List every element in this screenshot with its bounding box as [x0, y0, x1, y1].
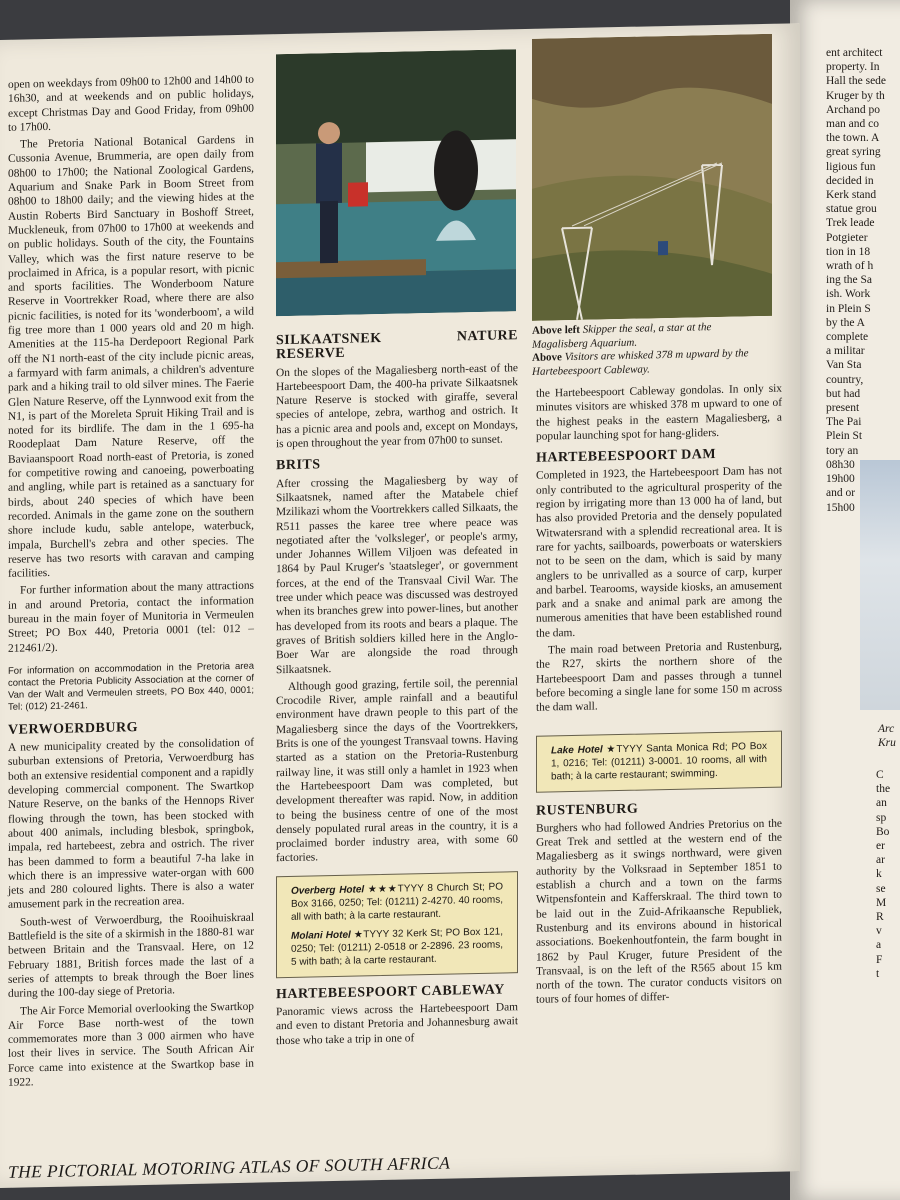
hotel-name: Overberg Hotel: [291, 884, 365, 897]
adjacent-text-line: The Pai: [826, 416, 862, 429]
adjacent-text-line: ish. Work: [826, 288, 871, 301]
column-2: [276, 321, 518, 1051]
caption-above-label: Above: [532, 351, 562, 364]
adjacent-text-line: complete: [826, 331, 869, 344]
adjacent-text-line: ent architect: [826, 47, 883, 59]
paragraph: Panoramic views across the Hartebeespoort Dam and even to distant Pretoria and Johannesburg await those who take a trip in one of: [276, 1001, 518, 1047]
hotel-name: Molani Hotel: [291, 929, 351, 942]
hotel-details: ★TYYY Santa Monica Rd; PO Box 1, 0216; Tel: (01211) 3-0001. 10 rooms, all with bath; à la carte restaurant; swimming.: [551, 740, 767, 782]
adjacent-text-line: a militar: [826, 345, 865, 358]
adjacent-page: [790, 0, 900, 1200]
section-heading: VERWOERDBURG: [8, 719, 138, 738]
adjacent-text-line: by the A: [826, 316, 865, 329]
adjacent-text-line: country,: [826, 373, 864, 386]
adjacent-text-line: Kerk stand: [826, 189, 877, 202]
adjacent-column: C the an sp Bo er ar k se M R v a F t: [876, 769, 891, 980]
hotel-details: ★TYYY 32 Kerk St; PO Box 121, 0250; Tel: (01211) 2-0518 or 2-2896. 23 rooms, 5 with bath; à la carte restaurant.: [291, 926, 503, 968]
adjacent-text-line: wrath of h: [826, 260, 874, 273]
adjacent-text-line: Kruger by th: [826, 89, 885, 102]
paragraph: A new municipality created by the consolidation of suburban extensions of Pretoria, Verwoerdburg has both an extensive residential component and a rapidly developing commercial component. The Swartkop Nature Reserve, on the banks of the Hennops River flowing through the town, has been stocked with about 400 animals, including blesbok, springbok, impala, red hartebeest, zebra and ostrich. The river has been dammed to form a beautiful 7-ha lake in which there is an impressive water-organ with 600 jets and 280 coloured lights. There is also a water amusement park in the recreation area.: [8, 736, 254, 912]
adjacent-text-line: 08h30: [826, 458, 855, 471]
hotel-name: Lake Hotel: [551, 743, 603, 756]
adjacent-text-line: property. In: [826, 61, 880, 74]
adjacent-page-text: [826, 46, 886, 515]
paragraph: open on weekdays from 09h00 to 12h00 and 14h00 to 16h30, and at weekends and on public holidays, except Christmas Day and Good Friday, from 09h00 to 17h00.: [8, 73, 254, 134]
paragraph: After crossing the Magaliesberg by way of Silkaatsnek, named after the Matabele chief Mzilikazi whom the Voortrekkers called Silkaats, the R511 passes the karee tree where peace was negotiated after the 'volksleger', or people's army, under Johannes Willem Viljoen was defeated in 1864 by Paul Kruger's 'staatsleger', or government forces, at the end of the Transvaal Civil War. The tree under which peace was discussed was destroyed when its branches grew into power-lines, but another has developed from its roots and bears a plaque. The graves of British soldiers killed here in the Anglo-Boer War are alongside the road through Silkaatsnek.: [276, 472, 518, 676]
paragraph: The Pretoria National Botanical Gardens in Cussonia Avenue, Brummeria, are open daily from 08h00 to 17h00; the National Zoological Gardens, Aquarium and Snake Park in Boom Street from 08h00 to 18h00 daily; and the viewing hides at the Austin Roberts Bird Sanctuary in Boshoff Street, Muckleneuk, from 07h00 to 17h00 at weekends and on public holidays. South of the city, the Fountains Valley, which was the first nature reserve to be proclaimed in Africa, is a popular resort, with picnic and sports facilities. The Wonderboom Nature Reserve in Voortrekker Road, where there are also picnic facilities, is noted for its 'wonderboom', a wild fig tree more than 1 000 years old and 20 m high. Amenities at the 115-ha Derdepoort Regional Park off the N1 north-east of the city include picnic areas, a farmyard with farm animals, a children's adventure park and a hiking trail to old silver mines. The Faerie Glen Nature Reserve, off the Lynnwood exit from the N1, is part of the Moreleta Spruit Hiking Trail and is noted for its birdlife. The dam in the 1 695-ha Roodeplaat Dam Nature Reserve, off the Baviaanspoort Road north-east of Pretoria, is zoned for competitive rowing and canoeing, powerboating and angling, while part is retained as a sanctuary for birds, about 240 species of which have been recorded. Animals in the game zone on the southern shore include kudu, sable antelope, waterbuck, impala, Burchell's zebra and other species. The reserve has two resorts with caravan and camping facilities.: [8, 133, 254, 580]
adjacent-photo: [860, 460, 900, 710]
section-heading: BRITS: [276, 457, 321, 474]
section-heading: SILKAATSNEK NATURE RESERVE: [276, 328, 518, 363]
section-heading: HARTEBEESPOORT DAM: [536, 447, 717, 466]
adjacent-text-line: in Plein S: [826, 302, 871, 315]
adjacent-text-line: Archand po: [826, 103, 880, 116]
hotel-details: ★★★TYYY 8 Church St; PO Box 3166, 0250; Tel: (01211) 2-4270. 40 rooms, all with bath; à la carte restaurant.: [291, 881, 503, 923]
paragraph: the Hartebeespoort Cableway gondolas. In only six minutes visitors are whisked 378 m upward to one of the highest peaks in the eastern Magaliesberg, a popular launching spot for hang-gliders.: [536, 382, 782, 443]
adjacent-text-line: Hall the sede: [826, 75, 887, 88]
adjacent-text-line: ing the Sa: [826, 274, 872, 287]
adjacent-text-line: Potgieter: [826, 231, 868, 244]
adjacent-text-line: Plein St: [826, 430, 863, 443]
caption-left-label: Above left: [532, 323, 580, 337]
hotel-entry: [291, 925, 503, 968]
paragraph: The main road between Pretoria and Rustenburg, the R27, skirts the northern shore of the Hartebeespoort Dam and passes through a tunnel before becoming a single lane for some 150 m across the dam wall.: [536, 639, 782, 715]
running-footer: THE PICTORIAL MOTORING ATLAS OF SOUTH AFRICA: [8, 1152, 451, 1182]
caption-above-text: Visitors are whisked 378 m upward by the Hartebeespoort Cableway.: [532, 347, 749, 378]
adjacent-text-line: statue grou: [826, 203, 877, 216]
adjacent-text-line: great syring: [826, 146, 881, 159]
adjacent-caption: Arc Kru: [878, 723, 896, 750]
paragraph: Burghers who had followed Andries Pretorius on the Great Trek and settled at the western end of the Magaliesberg as it swings northward, were given authority by the Volksraad in September 1851 to establish a church and a town on the farms Witpensfontein and Kafferskraal. The third town to be laid out in the Zuid-Afrikaansche Republiek, Rustenburg and its environs abound in historical associations. Boekenhoutfontein, the farm bought in 1862 by Paul Kruger, future President of the Transvaal, is on the left of the R565 about 15 km north of the town. The curator conducts visitors on tours of four homes of differ-: [536, 817, 782, 1007]
adjacent-text-line: 15h00: [826, 501, 855, 514]
paragraph: South-west of Verwoerdburg, the Rooihuiskraal Battlefield is the site of a skirmish in the 1880-81 war between Britain and the Transvaal. Here, on 12 February 1881, British forces made the last of a series of attempts to break through the Boer lines during the 100-day siege of Pretoria.: [8, 911, 254, 1001]
adjacent-text-line: man and co: [826, 118, 880, 131]
adjacent-text-line: 19h00: [826, 473, 855, 486]
paragraph: Completed in 1923, the Hartebeespoort Dam has not only contributed to the agricultural prosperity of the region by irrigating more than 13 000 ha of land, but has also provided Pretoria and the densely populated Witwatersrand with a splendid recreational area. It is rare for yachts, sailboards, powerboats or waterskiers not to be seen on the dam, which is said by many anglers to be unrivalled as a source of carp, kurper and barbel. Tearooms, wayside kiosks, an amusement park and a snake and animal park are among the numerous amenities that have been established round the dam.: [536, 465, 782, 640]
seal-photo: [276, 49, 516, 316]
hotel-entry: [291, 880, 503, 923]
photo-captions: [532, 320, 758, 379]
paragraph: Although good grazing, fertile soil, the perennial Crocodile River, ample rainfall and a beautiful environment have drawn people to this part of the Magaliesberg since the days of the Voortrekkers, Brits is one of the youngest Transvaal towns. Having started as a station on the Pretoria-Rustenburg railway line, it was still only a hamlet in 1923 when the Hartebeespoort Dam was completed, but development thereafter was rapid. Now, in addition to being the business centre of one of the most densely populated rural areas in the country, it is a proclaimed border industry area, with some 60 factories.: [276, 675, 518, 865]
column-3: [536, 382, 782, 1011]
adjacent-text-line: but had: [826, 387, 861, 400]
adjacent-text-line: present: [826, 402, 860, 415]
column-1: [8, 73, 254, 1093]
caption-left-text: Skipper the seal, a star at the Magalisberg Aquarium.: [532, 321, 712, 351]
section-heading: RUSTENBURG: [536, 801, 639, 819]
book-page: [0, 23, 800, 1188]
accommodation-note: For information on accommodation in the Pretoria area contact the Pretoria Publicity Association at the corner of Van der Walt and Vermeulen streets, PO Box 440, 0001; Tel: (012) 21-2461.: [8, 660, 254, 713]
adjacent-text-line: Van Sta: [826, 359, 862, 372]
adjacent-text-line: decided in: [826, 174, 874, 187]
adjacent-text-line: ligious fun: [826, 160, 876, 173]
hotel-listing-box: [276, 871, 518, 978]
adjacent-text-line: and or: [826, 487, 856, 500]
adjacent-text-line: Trek leade: [826, 217, 875, 230]
adjacent-text-line: the town. A: [826, 132, 880, 145]
adjacent-text-line: tion in 18: [826, 245, 871, 258]
caption-above: [532, 347, 758, 379]
cableway-photo: [532, 34, 772, 321]
paragraph: For further information about the many attractions in and around Pretoria, contact the information bureau in the main foyer of Munitoria in Vermeulen Street; PO Box 440, Pretoria 0001 (tel: 012 – 212461/2).: [8, 580, 254, 655]
adjacent-text-line: tory an: [826, 444, 859, 457]
paragraph: The Air Force Memorial overlooking the Swartkop Air Force Base north-west of the town commemorates more than 3 000 airmen who have lost their lives in service. The South African Air Force came into existence at the Swartkop base in 1922.: [8, 1000, 254, 1089]
paragraph: On the slopes of the Magaliesberg north-east of the Hartebeespoort Dam, the 400-ha private Silkaatsnek Nature Reserve is stocked with giraffe, several species of antelope, zebra, warthog and ostrich. It has a picnic area and pools and, except on Mondays, is open throughout the year from 07h00 to sunset.: [276, 361, 518, 451]
section-heading: HARTEBEESPOORT CABLEWAY: [276, 982, 505, 1002]
hotel-listing-box: [536, 730, 782, 792]
